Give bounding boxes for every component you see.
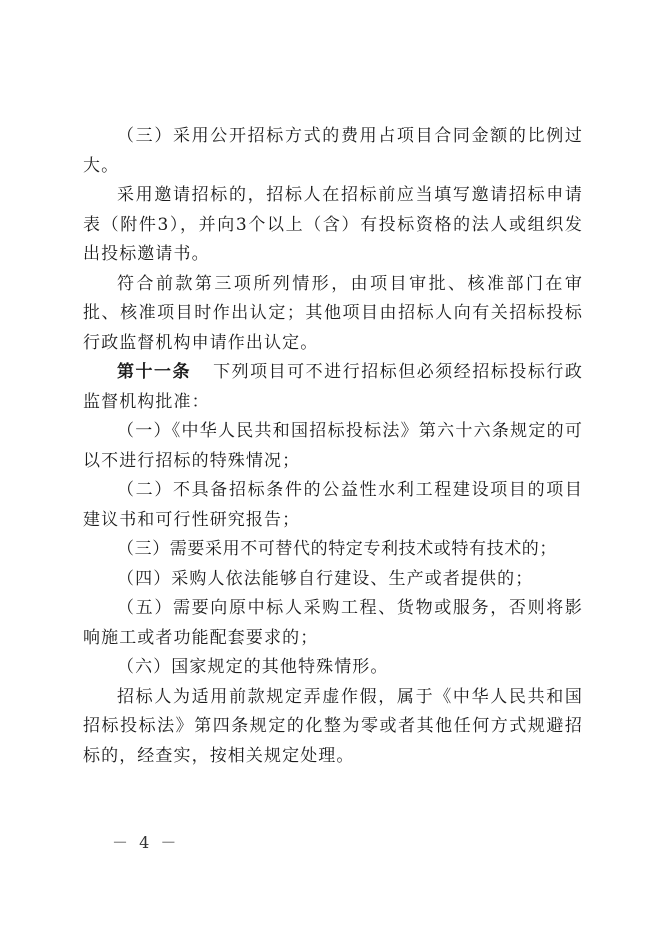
- paragraph-determination-authority: 符合前款第三项所列情形，由项目审批、核准部门在审批、核准项目时作出认定；其他项目由招标人向有关招标投标行政监督机构申请作出认定。: [83, 273, 583, 353]
- paragraph-invitation-tendering: 采用邀请招标的，招标人在招标前应当填写邀请招标申请表（附件3），并向3个以上（含）有投标资格的法人或组织发出投标邀请书。: [83, 185, 583, 264]
- list-item-exemption-4: （四）采购人依法能够自行建设、生产或者提供的；: [117, 568, 534, 589]
- list-item-exemption-1: （一）《中华人民共和国招标投标法》第六十六条规定的可以不进行招标的特殊情况；: [83, 421, 583, 471]
- page-number: － 4 －: [112, 833, 180, 852]
- paragraph-closing-provision: 招标人为适用前款规定弄虚作假，属于《中华人民共和国招标投标法》第四条规定的化整为零或者其他任何方式规避招标的，经查实，按相关规定处理。: [83, 686, 583, 766]
- article-eleven: [83, 358, 583, 417]
- list-item-exemption-2: （二）不具备招标条件的公益性水利工程建设项目的项目建议书和可行性研究报告；: [83, 480, 583, 530]
- article-body: 下列项目可不进行招标但必须经招标投标行政监督机构批准：: [83, 362, 584, 412]
- list-item-exemption-5: （五）需要向原中标人采购工程、货物或服务，否则将影响施工或者功能配套要求的；: [83, 598, 583, 648]
- list-item-exemption-3: （三）需要采用不可替代的特定专利技术或特有技术的；: [117, 539, 557, 559]
- document-body: [83, 122, 583, 771]
- paragraph-item-3-disproportionate-cost: （三）采用公开招标方式的费用占项目合同金额的比例过大。: [83, 126, 583, 176]
- list-item-exemption-6: （六）国家规定的其他特殊情形。: [117, 657, 389, 677]
- article-heading: 第十一条: [117, 362, 192, 382]
